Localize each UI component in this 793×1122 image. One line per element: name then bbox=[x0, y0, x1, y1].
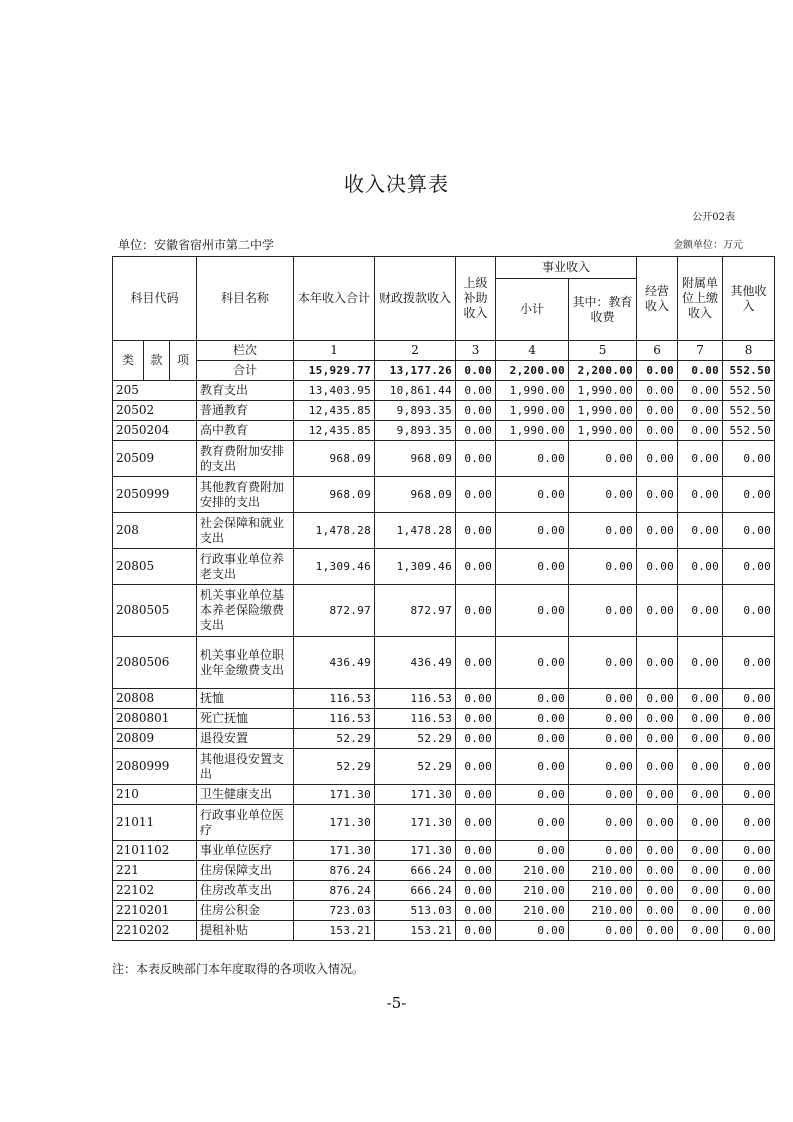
row-value: 0.00 bbox=[456, 709, 496, 729]
row-name: 死亡抚恤 bbox=[197, 709, 294, 729]
table-row bbox=[113, 381, 775, 401]
row-value: 0.00 bbox=[496, 709, 569, 729]
total-label: 合计 bbox=[197, 361, 294, 381]
col-num-8: 8 bbox=[723, 341, 775, 361]
header-operating: 经营收入 bbox=[637, 257, 678, 341]
row-value: 0.00 bbox=[678, 477, 723, 513]
row-value: 10,861.44 bbox=[375, 381, 456, 401]
table-row bbox=[113, 513, 775, 549]
row-value: 0.00 bbox=[723, 441, 775, 477]
row-value: 968.09 bbox=[294, 477, 375, 513]
row-value: 1,478.28 bbox=[294, 513, 375, 549]
table-row bbox=[113, 585, 775, 637]
table-row bbox=[113, 921, 775, 941]
row-value: 1,309.46 bbox=[375, 549, 456, 585]
table-row bbox=[113, 709, 775, 729]
row-value: 0.00 bbox=[637, 785, 678, 805]
row-value: 171.30 bbox=[375, 805, 456, 841]
row-code: 20808 bbox=[113, 689, 197, 709]
income-table bbox=[112, 256, 775, 941]
row-value: 0.00 bbox=[723, 585, 775, 637]
row-code: 210 bbox=[113, 785, 197, 805]
row-value: 0.00 bbox=[569, 477, 637, 513]
row-value: 0.00 bbox=[569, 689, 637, 709]
row-value: 1,990.00 bbox=[496, 421, 569, 441]
row-value: 0.00 bbox=[456, 749, 496, 785]
row-value: 0.00 bbox=[496, 585, 569, 637]
row-value: 0.00 bbox=[678, 921, 723, 941]
row-value: 210.00 bbox=[569, 881, 637, 901]
row-value: 0.00 bbox=[678, 805, 723, 841]
row-value: 210.00 bbox=[496, 861, 569, 881]
row-value: 210.00 bbox=[569, 861, 637, 881]
header-subtotal: 小计 bbox=[496, 279, 569, 341]
row-code: 2080506 bbox=[113, 637, 197, 689]
row-value: 0.00 bbox=[569, 729, 637, 749]
row-value: 1,990.00 bbox=[496, 401, 569, 421]
total-value: 0.00 bbox=[637, 361, 678, 381]
row-value: 153.21 bbox=[375, 921, 456, 941]
row-value: 0.00 bbox=[678, 901, 723, 921]
row-value: 0.00 bbox=[456, 881, 496, 901]
form-number: 公开02表 bbox=[692, 212, 735, 223]
row-value: 52.29 bbox=[375, 749, 456, 785]
row-value: 0.00 bbox=[569, 749, 637, 785]
row-value: 171.30 bbox=[294, 841, 375, 861]
row-value: 52.29 bbox=[294, 729, 375, 749]
row-value: 0.00 bbox=[678, 401, 723, 421]
row-code: 2050999 bbox=[113, 477, 197, 513]
total-row bbox=[113, 361, 775, 381]
row-value: 171.30 bbox=[375, 841, 456, 861]
row-value: 0.00 bbox=[637, 441, 678, 477]
row-value: 0.00 bbox=[678, 585, 723, 637]
row-code: 2050204 bbox=[113, 421, 197, 441]
table-row bbox=[113, 861, 775, 881]
row-value: 0.00 bbox=[569, 549, 637, 585]
row-value: 171.30 bbox=[375, 785, 456, 805]
table-row bbox=[113, 549, 775, 585]
row-value: 0.00 bbox=[456, 921, 496, 941]
row-value: 552.50 bbox=[723, 401, 775, 421]
row-name: 机关事业单位基本养老保险缴费支出 bbox=[197, 585, 294, 637]
row-value: 968.09 bbox=[375, 441, 456, 477]
row-value: 0.00 bbox=[637, 513, 678, 549]
col-num-6: 6 bbox=[637, 341, 678, 361]
row-value: 0.00 bbox=[637, 901, 678, 921]
row-value: 12,435.85 bbox=[294, 401, 375, 421]
row-value: 0.00 bbox=[637, 401, 678, 421]
row-name: 行政事业单位医疗 bbox=[197, 805, 294, 841]
row-name: 提租补贴 bbox=[197, 921, 294, 941]
table-row bbox=[113, 689, 775, 709]
row-value: 1,990.00 bbox=[569, 401, 637, 421]
row-value: 0.00 bbox=[569, 513, 637, 549]
row-name: 住房保障支出 bbox=[197, 861, 294, 881]
row-name: 卫生健康支出 bbox=[197, 785, 294, 805]
row-value: 0.00 bbox=[723, 749, 775, 785]
table-row bbox=[113, 749, 775, 785]
row-code: 2080801 bbox=[113, 709, 197, 729]
row-value: 0.00 bbox=[723, 881, 775, 901]
col-num-1: 1 bbox=[294, 341, 375, 361]
row-code: 208 bbox=[113, 513, 197, 549]
header-affiliate: 附属单位上缴收入 bbox=[678, 257, 723, 341]
total-value: 0.00 bbox=[456, 361, 496, 381]
row-value: 116.53 bbox=[375, 689, 456, 709]
row-value: 1,478.28 bbox=[375, 513, 456, 549]
row-name: 其他教育费附加安排的支出 bbox=[197, 477, 294, 513]
row-value: 0.00 bbox=[456, 585, 496, 637]
row-value: 872.97 bbox=[294, 585, 375, 637]
row-value: 0.00 bbox=[637, 921, 678, 941]
header-annual-total: 本年收入合计 bbox=[294, 257, 375, 341]
row-value: 0.00 bbox=[569, 637, 637, 689]
row-value: 666.24 bbox=[375, 861, 456, 881]
row-name: 其他退役安置支出 bbox=[197, 749, 294, 785]
row-value: 0.00 bbox=[723, 785, 775, 805]
row-value: 0.00 bbox=[678, 749, 723, 785]
row-name: 事业单位医疗 bbox=[197, 841, 294, 861]
row-value: 0.00 bbox=[496, 549, 569, 585]
row-name: 社会保障和就业支出 bbox=[197, 513, 294, 549]
row-value: 210.00 bbox=[569, 901, 637, 921]
header-lei: 类 bbox=[113, 341, 144, 381]
row-value: 9,893.35 bbox=[375, 401, 456, 421]
table-row bbox=[113, 841, 775, 861]
row-name: 退役安置 bbox=[197, 729, 294, 749]
row-value: 0.00 bbox=[637, 805, 678, 841]
row-value: 666.24 bbox=[375, 881, 456, 901]
row-value: 52.29 bbox=[294, 749, 375, 785]
row-code: 2080505 bbox=[113, 585, 197, 637]
row-value: 0.00 bbox=[637, 585, 678, 637]
table-body bbox=[113, 381, 775, 941]
row-code: 20509 bbox=[113, 441, 197, 477]
table-row bbox=[113, 901, 775, 921]
row-value: 0.00 bbox=[637, 477, 678, 513]
row-code: 21011 bbox=[113, 805, 197, 841]
table-row bbox=[113, 441, 775, 477]
row-value: 436.49 bbox=[294, 637, 375, 689]
row-value: 876.24 bbox=[294, 881, 375, 901]
col-num-5: 5 bbox=[569, 341, 637, 361]
col-num-4: 4 bbox=[496, 341, 569, 361]
row-value: 0.00 bbox=[569, 805, 637, 841]
row-value: 0.00 bbox=[637, 749, 678, 785]
row-value: 171.30 bbox=[294, 785, 375, 805]
row-value: 0.00 bbox=[678, 881, 723, 901]
col-num-7: 7 bbox=[678, 341, 723, 361]
row-value: 0.00 bbox=[637, 861, 678, 881]
row-value: 0.00 bbox=[569, 841, 637, 861]
table-row bbox=[113, 401, 775, 421]
row-value: 968.09 bbox=[294, 441, 375, 477]
row-name: 教育费附加安排的支出 bbox=[197, 441, 294, 477]
table-row bbox=[113, 729, 775, 749]
row-value: 0.00 bbox=[496, 805, 569, 841]
row-value: 171.30 bbox=[294, 805, 375, 841]
row-value: 0.00 bbox=[678, 709, 723, 729]
row-value: 0.00 bbox=[723, 477, 775, 513]
row-value: 0.00 bbox=[678, 549, 723, 585]
row-value: 0.00 bbox=[569, 441, 637, 477]
row-value: 0.00 bbox=[723, 901, 775, 921]
row-value: 0.00 bbox=[678, 381, 723, 401]
header-fiscal: 财政拨款收入 bbox=[375, 257, 456, 341]
row-value: 0.00 bbox=[678, 861, 723, 881]
row-value: 0.00 bbox=[723, 513, 775, 549]
row-value: 872.97 bbox=[375, 585, 456, 637]
row-value: 0.00 bbox=[496, 921, 569, 941]
row-code: 2101102 bbox=[113, 841, 197, 861]
row-value: 0.00 bbox=[637, 729, 678, 749]
row-code: 2080999 bbox=[113, 749, 197, 785]
row-value: 0.00 bbox=[456, 841, 496, 861]
row-value: 0.00 bbox=[637, 689, 678, 709]
row-value: 0.00 bbox=[456, 861, 496, 881]
row-value: 0.00 bbox=[637, 709, 678, 729]
total-value: 552.50 bbox=[723, 361, 775, 381]
header-code: 科目代码 bbox=[113, 257, 197, 341]
row-value: 0.00 bbox=[496, 637, 569, 689]
row-value: 0.00 bbox=[723, 689, 775, 709]
row-value: 0.00 bbox=[496, 785, 569, 805]
row-code: 221 bbox=[113, 861, 197, 881]
row-value: 0.00 bbox=[569, 921, 637, 941]
row-value: 0.00 bbox=[456, 421, 496, 441]
row-value: 1,990.00 bbox=[569, 421, 637, 441]
header-other: 其他收入 bbox=[723, 257, 775, 341]
row-name: 机关事业单位职业年金缴费支出 bbox=[197, 637, 294, 689]
row-value: 0.00 bbox=[678, 841, 723, 861]
row-code: 20805 bbox=[113, 549, 197, 585]
row-code: 2210201 bbox=[113, 901, 197, 921]
row-value: 0.00 bbox=[496, 841, 569, 861]
row-value: 0.00 bbox=[723, 729, 775, 749]
row-value: 1,990.00 bbox=[569, 381, 637, 401]
page-number: -5- bbox=[386, 994, 407, 1012]
row-value: 0.00 bbox=[569, 709, 637, 729]
row-value: 0.00 bbox=[678, 689, 723, 709]
table-row bbox=[113, 881, 775, 901]
row-code: 20502 bbox=[113, 401, 197, 421]
row-value: 0.00 bbox=[723, 805, 775, 841]
row-value: 0.00 bbox=[456, 549, 496, 585]
table-row bbox=[113, 785, 775, 805]
col-num-2: 2 bbox=[375, 341, 456, 361]
header-xiang: 项 bbox=[170, 341, 197, 381]
row-value: 0.00 bbox=[496, 477, 569, 513]
row-value: 116.53 bbox=[375, 709, 456, 729]
row-value: 0.00 bbox=[456, 689, 496, 709]
row-value: 0.00 bbox=[456, 441, 496, 477]
row-code: 22102 bbox=[113, 881, 197, 901]
row-value: 0.00 bbox=[723, 637, 775, 689]
row-value: 0.00 bbox=[723, 861, 775, 881]
row-value: 436.49 bbox=[375, 637, 456, 689]
row-value: 9,893.35 bbox=[375, 421, 456, 441]
row-value: 116.53 bbox=[294, 689, 375, 709]
row-value: 0.00 bbox=[637, 421, 678, 441]
row-code: 20809 bbox=[113, 729, 197, 749]
row-value: 513.03 bbox=[375, 901, 456, 921]
amount-unit-label: 金额单位：万元 bbox=[673, 240, 743, 251]
total-value: 2,200.00 bbox=[569, 361, 637, 381]
row-value: 0.00 bbox=[723, 841, 775, 861]
row-code: 2210202 bbox=[113, 921, 197, 941]
row-value: 0.00 bbox=[637, 549, 678, 585]
col-num-3: 3 bbox=[456, 341, 496, 361]
row-name: 住房改革支出 bbox=[197, 881, 294, 901]
row-value: 210.00 bbox=[496, 881, 569, 901]
row-name: 住房公积金 bbox=[197, 901, 294, 921]
row-value: 0.00 bbox=[456, 785, 496, 805]
row-value: 116.53 bbox=[294, 709, 375, 729]
row-value: 0.00 bbox=[456, 805, 496, 841]
unit-label: 单位：安徽省宿州市第二中学 bbox=[118, 238, 275, 252]
row-value: 0.00 bbox=[456, 401, 496, 421]
row-value: 1,309.46 bbox=[294, 549, 375, 585]
total-value: 13,177.26 bbox=[375, 361, 456, 381]
row-value: 0.00 bbox=[678, 441, 723, 477]
row-value: 0.00 bbox=[569, 785, 637, 805]
row-name: 教育支出 bbox=[197, 381, 294, 401]
row-value: 0.00 bbox=[678, 513, 723, 549]
row-value: 0.00 bbox=[456, 901, 496, 921]
row-value: 0.00 bbox=[456, 381, 496, 401]
header-kuan: 款 bbox=[144, 341, 170, 381]
total-value: 15,929.77 bbox=[294, 361, 375, 381]
row-value: 0.00 bbox=[496, 689, 569, 709]
total-value: 2,200.00 bbox=[496, 361, 569, 381]
table-row bbox=[113, 421, 775, 441]
row-value: 876.24 bbox=[294, 861, 375, 881]
page-title: 收入决算表 bbox=[344, 172, 449, 196]
row-value: 0.00 bbox=[456, 637, 496, 689]
row-value: 153.21 bbox=[294, 921, 375, 941]
header-business-group: 事业收入 bbox=[496, 257, 637, 279]
footnote: 注：本表反映部门本年度取得的各项收入情况。 bbox=[112, 962, 365, 976]
row-name: 普通教育 bbox=[197, 401, 294, 421]
row-value: 0.00 bbox=[456, 513, 496, 549]
table-row bbox=[113, 477, 775, 513]
row-value: 552.50 bbox=[723, 421, 775, 441]
row-value: 12,435.85 bbox=[294, 421, 375, 441]
row-value: 0.00 bbox=[456, 729, 496, 749]
row-value: 0.00 bbox=[456, 477, 496, 513]
row-code: 205 bbox=[113, 381, 197, 401]
row-value: 13,403.95 bbox=[294, 381, 375, 401]
row-value: 0.00 bbox=[496, 729, 569, 749]
row-value: 0.00 bbox=[496, 441, 569, 477]
row-value: 0.00 bbox=[723, 549, 775, 585]
header-lanci: 栏次 bbox=[197, 341, 294, 361]
row-value: 0.00 bbox=[637, 381, 678, 401]
table-row bbox=[113, 637, 775, 689]
row-value: 0.00 bbox=[637, 841, 678, 861]
row-value: 0.00 bbox=[678, 637, 723, 689]
total-value: 0.00 bbox=[678, 361, 723, 381]
row-value: 0.00 bbox=[678, 785, 723, 805]
row-value: 0.00 bbox=[496, 513, 569, 549]
row-value: 0.00 bbox=[637, 881, 678, 901]
table-row bbox=[113, 805, 775, 841]
header-superior: 上级补助收入 bbox=[456, 257, 496, 341]
row-value: 552.50 bbox=[723, 381, 775, 401]
row-value: 968.09 bbox=[375, 477, 456, 513]
row-value: 0.00 bbox=[569, 585, 637, 637]
row-value: 0.00 bbox=[723, 709, 775, 729]
row-value: 0.00 bbox=[678, 729, 723, 749]
row-name: 行政事业单位养老支出 bbox=[197, 549, 294, 585]
row-value: 0.00 bbox=[637, 637, 678, 689]
row-value: 52.29 bbox=[375, 729, 456, 749]
row-value: 210.00 bbox=[496, 901, 569, 921]
row-value: 0.00 bbox=[678, 421, 723, 441]
row-value: 1,990.00 bbox=[496, 381, 569, 401]
row-value: 0.00 bbox=[496, 749, 569, 785]
row-value: 0.00 bbox=[723, 921, 775, 941]
row-name: 抚恤 bbox=[197, 689, 294, 709]
header-education-fee: 其中：教育收费 bbox=[569, 279, 637, 341]
row-name: 高中教育 bbox=[197, 421, 294, 441]
header-name: 科目名称 bbox=[197, 257, 294, 341]
row-value: 723.03 bbox=[294, 901, 375, 921]
